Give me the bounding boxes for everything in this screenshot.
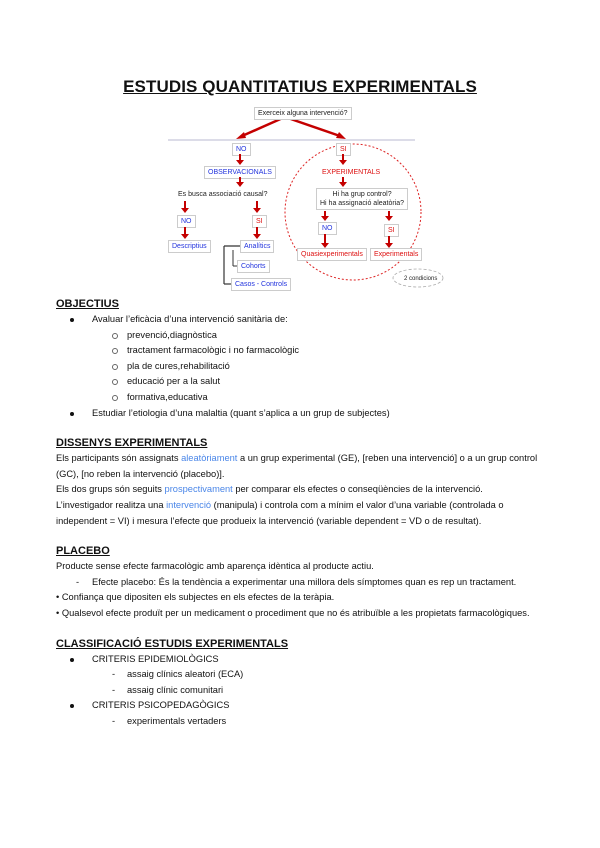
heading-dissenys: DISSENYS EXPERIMENTALS: [56, 437, 208, 450]
diagram-observacionals: OBSERVACIONALS: [204, 166, 276, 179]
highlight-term: prospectivament: [164, 484, 233, 495]
arrow-down-icon: [239, 177, 241, 183]
arrow-down-icon: [388, 211, 390, 217]
list-item: - assaig clínics aleatori (ECA): [56, 667, 556, 683]
paragraph: [56, 482, 556, 498]
list-item: Estudiar l’etiologia d’una malaltia (quant s’aplica a un grup de subjectes): [56, 406, 556, 422]
heading-objectius: OBJECTIUS: [56, 298, 119, 310]
control-question-line2: Hi ha assignació aleatòria?: [320, 200, 405, 207]
arrow-down-icon: [324, 234, 326, 244]
paragraph: Producte sense efecte farmacològic amb aparença idèntica al producte actiu.: [56, 561, 374, 572]
list-item: formativa,educativa: [56, 390, 556, 406]
list-item: prevenció,diagnòstica: [56, 328, 556, 344]
list-item: educació per a la salut: [56, 374, 556, 390]
list-item: - Efecte placebo: És la tendència a experimentar una millora dels símptomes quan es rep un tractament.: [56, 575, 556, 591]
diagram-exp-no: NO: [318, 222, 337, 235]
list-item: CRITERIS EPIDEMIOLÒGICS: [56, 652, 556, 668]
diagram-obs-no: NO: [177, 215, 196, 228]
paragraph: • Confiança que dipositen els subjectes en els efectes de la teràpia.: [56, 592, 335, 603]
highlight-term: intervenció: [166, 499, 212, 510]
diagram-quasiexperimentals: Quasiexperimentals: [297, 248, 367, 261]
paragraph: • Qualsevol efecte produït per un medicament o procediment que no és atribuïble a les propietats farmacològiques.: [56, 607, 530, 618]
heading-classificacio: CLASSIFICACIÓ ESTUDIS EXPERIMENTALS: [56, 637, 289, 650]
list-item: pla de cures,rehabilitació: [56, 359, 556, 375]
page-title: ESTUDIS QUANTITATIUS EXPERIMENTALS: [123, 77, 477, 96]
arrow-down-icon: [388, 236, 390, 244]
arrow-down-icon: [239, 154, 241, 161]
diagram-analitics: Analítics: [240, 240, 274, 253]
text: (manipula) i controla com a mínim el valor d’una variable (controlada o independent = VI) i mesura l’efecte que produeix la intervenció (variable dependent = VD o de resultat).: [56, 499, 504, 526]
list-item: CRITERIS PSICOPEDAGÒGICS: [56, 698, 556, 714]
diagram-obs-si: SI: [252, 215, 267, 228]
text: L’investigador realitza una: [56, 499, 167, 510]
arrow-down-icon: [342, 177, 344, 183]
arrow-down-icon: [256, 227, 258, 235]
arrow-down-icon: [342, 154, 344, 161]
text: Els dos grups són seguits: [56, 484, 165, 495]
text: per comparar els efectes o conseqüències de la intervenció.: [232, 484, 483, 495]
diagram-causal-question: Es busca associació causal?: [174, 188, 272, 201]
list-item: - experimentals vertaders: [56, 714, 556, 730]
paragraph: [56, 498, 556, 529]
arrow-down-icon: [184, 201, 186, 209]
study-types-diagram: [160, 100, 460, 300]
diagram-control-question: [316, 188, 408, 210]
diagram-experimentals: EXPERIMENTALS: [318, 166, 384, 179]
list-item: - assaig clínic comunitari: [56, 683, 556, 699]
diagram-root-question: Exerceix alguna intervenció?: [254, 107, 352, 120]
diagram-casos-controls: Casos - Controls: [231, 278, 291, 291]
diagram-exp-si: SI: [384, 224, 399, 237]
arrow-down-icon: [256, 201, 258, 209]
diagram-no-label: NO: [232, 143, 251, 156]
paragraph: [56, 451, 556, 482]
text: a un grup experimental (GE), [reben una intervenció] o a un grup control (GC), [no reben la intervenció (placebo)].: [56, 453, 538, 479]
arrow-down-icon: [324, 211, 326, 217]
document-body: [56, 296, 556, 729]
heading-placebo: PLACEBO: [56, 545, 110, 558]
list-item: Avaluar l’eficàcia d’una intervenció sanitària de:: [56, 312, 556, 328]
diagram-cohorts: Cohorts: [237, 260, 270, 273]
diagram-descriptius: Descriptius: [168, 240, 211, 253]
highlight-term: aleatòriament: [181, 453, 238, 464]
list-item: tractament farmacològic i no farmacològic: [56, 343, 556, 359]
arrow-down-icon: [184, 227, 186, 235]
diagram-condicions: 2 condicions: [404, 276, 438, 282]
diagram-experimentals-leaf: Experimentals: [370, 248, 422, 261]
control-question-line1: Hi ha grup control?: [332, 191, 392, 198]
diagram-si-label: SI: [336, 143, 351, 156]
text: Els participants són assignats: [56, 453, 182, 464]
